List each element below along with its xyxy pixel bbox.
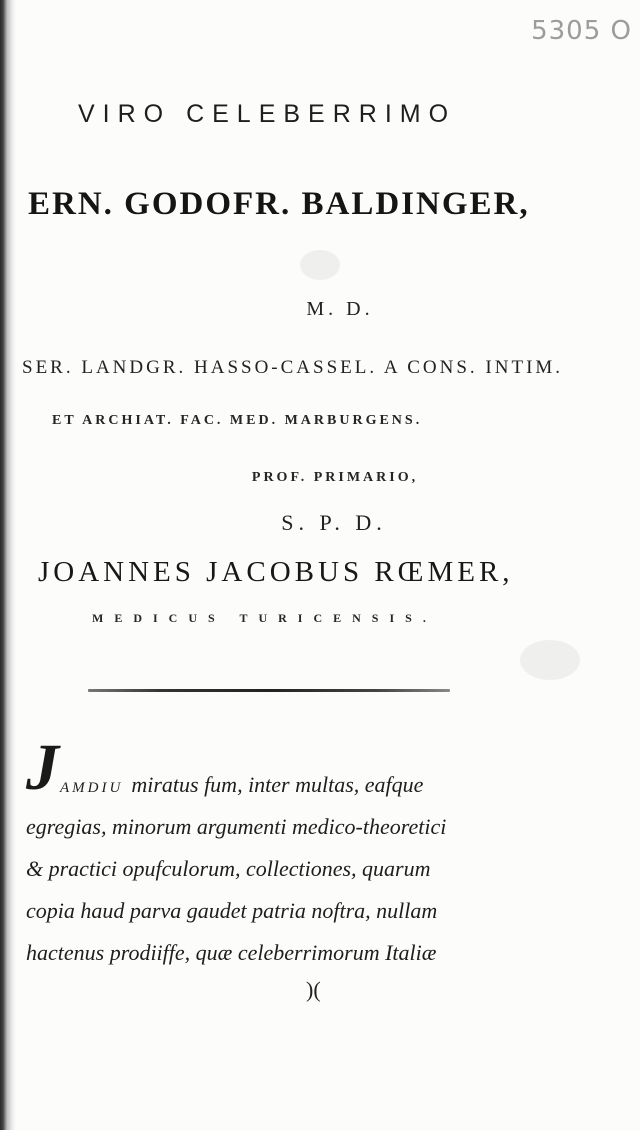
dedicatee-title-line: ET ARCHIAT. FAC. MED. MARBURGENS.: [52, 413, 423, 428]
dedication-heading: VIRO CELEBERRIMO: [78, 100, 457, 128]
shelfmark: 5305 O: [531, 16, 632, 46]
body-line: egregias, minorum argumenti medico-theoretici: [26, 814, 447, 839]
ornamental-rule: [88, 689, 450, 692]
paper-stain: [520, 640, 580, 680]
paper-stain: [300, 250, 340, 280]
catchword: )(: [306, 977, 321, 1002]
author-role: MEDICUS TURICENSIS.: [92, 611, 437, 625]
dedicatee-title-line: SER. LANDGR. HASSO-CASSEL. A CONS. INTIM.: [22, 357, 564, 378]
body-line: & practici opufculorum, collectiones, quarum: [26, 856, 431, 881]
dedicatee-degree: M. D.: [306, 298, 374, 320]
author-name: JOANNES JACOBUS RŒMER,: [38, 556, 514, 588]
binding-edge: [0, 0, 16, 1130]
dedicatee-name: ERN. GODOFR. BALDINGER,: [28, 186, 530, 222]
dedicatee-title-line: PROF. PRIMARIO,: [251, 470, 419, 485]
body-line-text: miratus fum, inter multas, eafque: [131, 772, 424, 797]
body-line: hactenus prodiiffe, quæ celeberrimorum Italiæ: [26, 940, 437, 965]
salutation: S. P. D.: [281, 510, 387, 535]
body-line: copia haud parva gaudet patria noftra, nullam: [26, 898, 438, 923]
opening-small-caps: AMDIU: [60, 780, 124, 796]
body-line: [60, 772, 423, 798]
drop-cap: J: [26, 731, 59, 804]
